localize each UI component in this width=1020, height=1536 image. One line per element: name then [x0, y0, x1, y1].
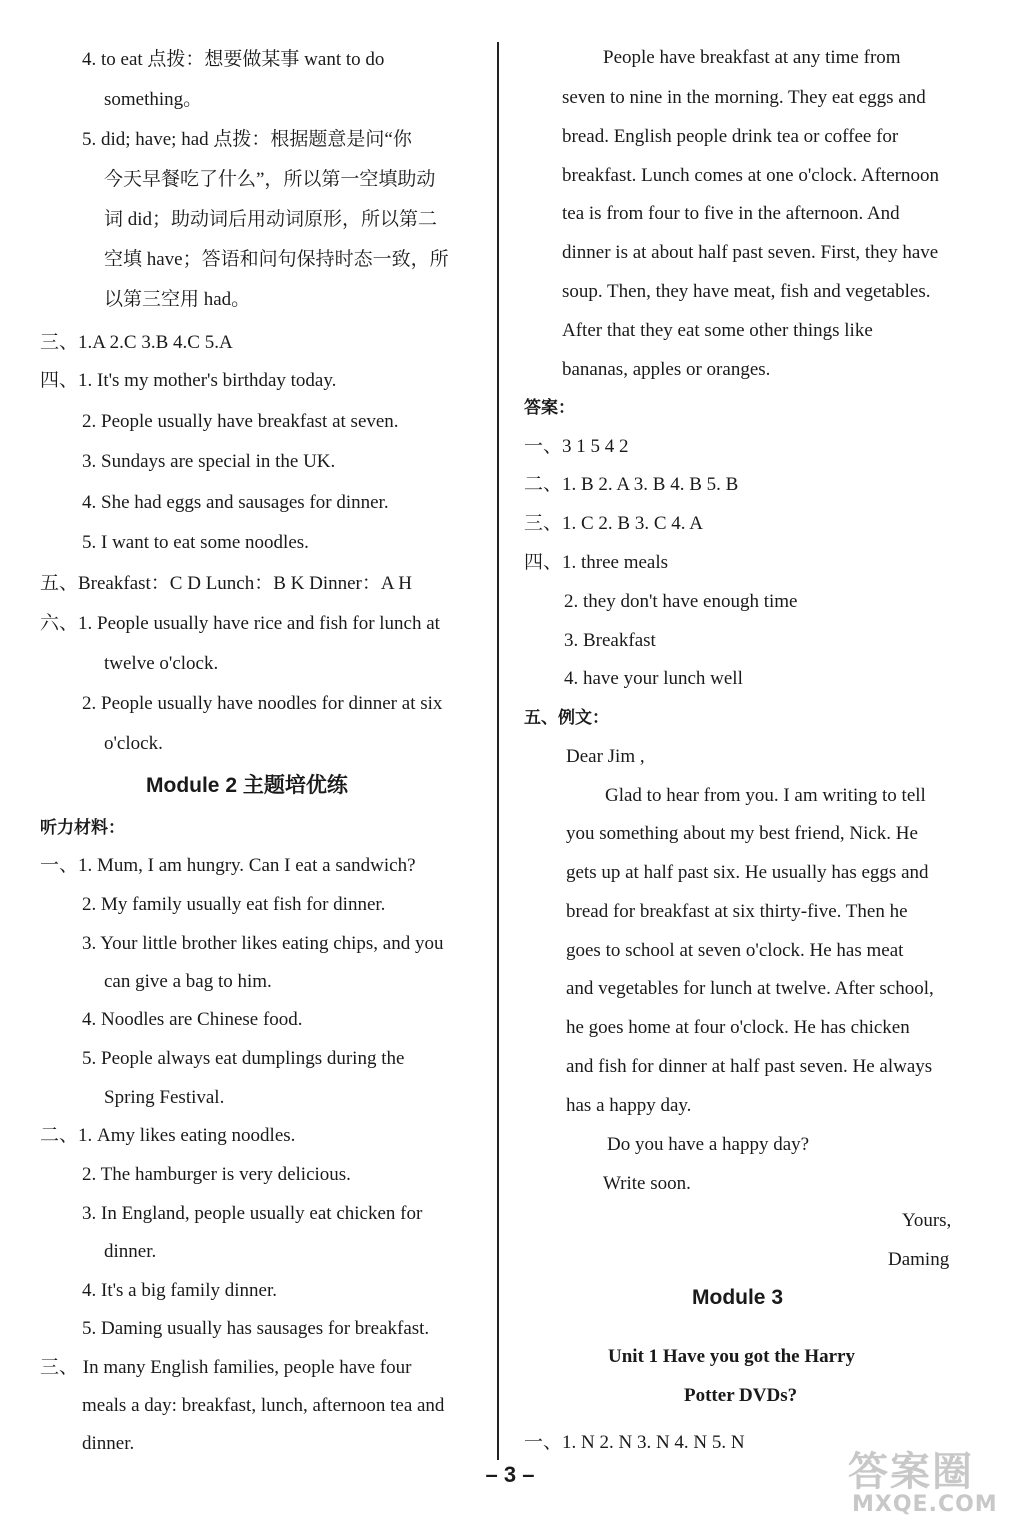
left-text-line: 空填 have；答语和问句保持时态一致，所 — [104, 249, 449, 270]
section-heading: Module 3 — [692, 1286, 784, 1309]
right-text-line: People have breakfast at any time from — [603, 47, 901, 68]
right-text-line: 答案： — [524, 398, 575, 418]
right-text-line: he goes home at four o'clock. He has chicken — [566, 1017, 910, 1038]
right-text-line: goes to school at seven o'clock. He has meat — [566, 940, 904, 961]
right-text-line: 三、1. C 2. B 3. C 4. A — [524, 513, 703, 534]
right-text-line: Write soon. — [603, 1173, 691, 1194]
right-text-line: Glad to hear from you. I am writing to tell — [605, 785, 926, 806]
left-text-line: 二、1. Amy likes eating noodles. — [40, 1125, 296, 1146]
right-text-line: 一、1. N 2. N 3. N 4. N 5. N — [524, 1432, 745, 1453]
left-text-line: 4. She had eggs and sausages for dinner. — [82, 492, 389, 513]
left-text-line: 2. People usually have noodles for dinner at six — [82, 693, 443, 714]
left-text-line: o'clock. — [104, 733, 163, 754]
left-text-line: 5. Daming usually has sausages for breakfast. — [82, 1318, 430, 1339]
left-text-line: meals a day: breakfast, lunch, afternoon tea and — [82, 1395, 445, 1416]
left-text-line: 今天早餐吃了什么”，所以第一空填助动 — [104, 169, 436, 190]
right-text-line: Yours, — [902, 1210, 952, 1231]
right-text-line: bread for breakfast at six thirty-five. Then he — [566, 901, 908, 922]
right-text-line: bread. English people drink tea or coffee for — [562, 126, 899, 147]
right-text-line: 4. have your lunch well — [564, 668, 743, 689]
left-text-line: dinner. — [82, 1433, 135, 1454]
left-text-line: 一、1. Mum, I am hungry. Can I eat a sandwich? — [40, 855, 416, 876]
right-text-line: soup. Then, they have meat, fish and vegetables. — [562, 281, 931, 302]
left-text-line: 3. Sundays are special in the UK. — [82, 451, 336, 472]
right-text-line: 3. Breakfast — [564, 630, 656, 651]
left-text-line: 5. I want to eat some noodles. — [82, 532, 309, 553]
left-text-line: can give a bag to him. — [104, 971, 272, 992]
left-text-line: 5. did; have; had 点拨：根据题意是问“你 — [82, 129, 412, 150]
right-text-line: Potter DVDs? — [684, 1385, 798, 1406]
page-number: – 3 – — [485, 1462, 535, 1487]
left-text-line: 2. The hamburger is very delicious. — [82, 1164, 351, 1185]
left-text-line: 3. In England, people usually eat chicken for — [82, 1203, 423, 1224]
right-text-line: 四、1. three meals — [524, 552, 669, 573]
column-divider — [497, 42, 499, 1460]
right-text-line: 二、1. B 2. A 3. B 4. B 5. B — [524, 474, 739, 495]
left-text-line: 三、 In many English families, people have four — [40, 1357, 412, 1378]
left-text-line: 4. to eat 点拨：想要做某事 want to do — [82, 49, 385, 70]
right-text-line: Dear Jim , — [566, 746, 645, 767]
left-text-line: 四、1. It's my mother's birthday today. — [40, 370, 337, 391]
right-text-line: gets up at half past six. He usually has eggs and — [566, 862, 929, 883]
right-text-line: Do you have a happy day? — [607, 1134, 810, 1155]
right-text-line: you something about my best friend, Nick. He — [566, 823, 918, 844]
left-text-line: 2. People usually have breakfast at seven. — [82, 411, 399, 432]
section-heading: Module 2 主题培优练 — [146, 774, 348, 797]
left-text-line: 4. It's a big family dinner. — [82, 1280, 277, 1301]
right-text-line: has a happy day. — [566, 1095, 692, 1116]
right-text-line: and fish for dinner at half past seven. He always — [566, 1056, 933, 1077]
left-text-line: 听力材料： — [40, 818, 125, 838]
right-text-line: breakfast. Lunch comes at one o'clock. Afternoon — [562, 165, 939, 186]
right-text-line: After that they eat some other things like — [562, 320, 873, 341]
watermark-text-cn: 答案圈 — [848, 1449, 974, 1495]
right-text-line: and vegetables for lunch at twelve. After school, — [566, 978, 934, 999]
right-text-line: tea is from four to five in the afternoon. And — [562, 203, 900, 224]
left-text-line: 五、Breakfast：C D Lunch：B K Dinner：A H — [40, 573, 413, 594]
left-text-line: 六、1. People usually have rice and fish for lunch at — [40, 613, 440, 634]
watermark-logo — [842, 1440, 1012, 1530]
right-text-line: dinner is at about half past seven. First, they have — [562, 242, 939, 263]
left-text-line: 以第三空用 had。 — [104, 289, 251, 310]
left-text-line: 三、1.A 2.C 3.B 4.C 5.A — [40, 332, 233, 353]
right-text-line: 2. they don't have enough time — [564, 591, 798, 612]
left-text-line: 3. Your little brother likes eating chips, and you — [82, 933, 444, 954]
left-text-line: 5. People always eat dumplings during the — [82, 1048, 405, 1069]
right-text-line: Daming — [888, 1249, 950, 1270]
right-text-line: bananas, apples or oranges. — [562, 359, 771, 380]
right-text-line: 一、3 1 5 4 2 — [524, 436, 629, 457]
left-text-line: 词 did；助动词后用动词原形，所以第二 — [104, 209, 438, 230]
watermark-text-en: MXQE.COM — [852, 1492, 998, 1517]
left-text-line: 4. Noodles are Chinese food. — [82, 1009, 303, 1030]
left-text-line: something。 — [104, 89, 203, 110]
left-text-line: twelve o'clock. — [104, 653, 219, 674]
left-text-line: 2. My family usually eat fish for dinner. — [82, 894, 386, 915]
right-text-line: 五、例文： — [524, 708, 609, 728]
left-text-line: dinner. — [104, 1241, 157, 1262]
right-text-line: Unit 1 Have you got the Harry — [608, 1346, 855, 1367]
left-text-line: Spring Festival. — [104, 1087, 225, 1108]
right-text-line: seven to nine in the morning. They eat eggs and — [562, 87, 926, 108]
